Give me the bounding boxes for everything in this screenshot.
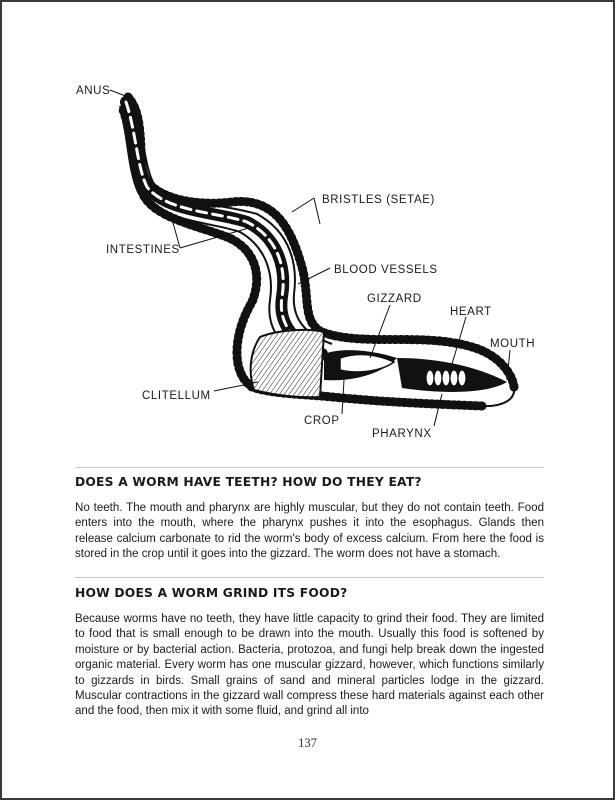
label-mouth: MOUTH: [490, 338, 536, 350]
label-bristles: BRISTLES (SETAE): [322, 194, 435, 206]
label-pharynx: PHARYNX: [372, 428, 432, 440]
page-number: 137: [298, 736, 317, 750]
clitellum-band: [251, 330, 324, 397]
heart-coils: [426, 370, 466, 386]
section-heading-grind: HOW DOES A WORM GRIND ITS FOOD?: [75, 586, 348, 600]
section-body-grind: Because worms have no teeth, they have little capacity to grind their food. They are limited to food that is small enough to be drawn into the mouth. Usually this food is softened by moisture or by bacterial action. Bacteria, protozoa, and fungi help break down the ingested organic material. Every worm has one muscular gizzard, however, which functions similarly to gizzards in birds. Small grains of sand and mineral particles lodge in the gizzard. Muscular contractions in the gizzard wall compress these hard materials against each other and the food, then mix it with some fluid, and grind all into: [75, 613, 544, 718]
book-page: [2, 2, 613, 798]
label-clitellum: CLITELLUM: [142, 390, 211, 402]
section-divider: [75, 577, 544, 578]
label-anus: ANUS: [76, 85, 111, 97]
section-body-teeth: No teeth. The mouth and pharynx are highly muscular, but they do not contain teeth. Food enters into the mouth, where the pharynx pushes it into the esophagus. Glands then release calcium carbonate to rid the worm's body of excess calcium. From here the food is stored in the crop until it goes into the gizzard. The worm does not have a stomach.: [75, 502, 544, 561]
label-crop: CROP: [304, 415, 340, 427]
section-heading-teeth: DOES A WORM HAVE TEETH? HOW DO THEY EAT?: [75, 475, 422, 489]
label-heart: HEART: [450, 306, 492, 318]
label-intestines: INTESTINES: [106, 244, 180, 256]
worm-anatomy-diagram: [2, 2, 613, 462]
label-gizzard: GIZZARD: [367, 293, 422, 305]
label-blood-vessels: BLOOD VESSELS: [334, 264, 438, 276]
section-divider: [75, 467, 544, 468]
